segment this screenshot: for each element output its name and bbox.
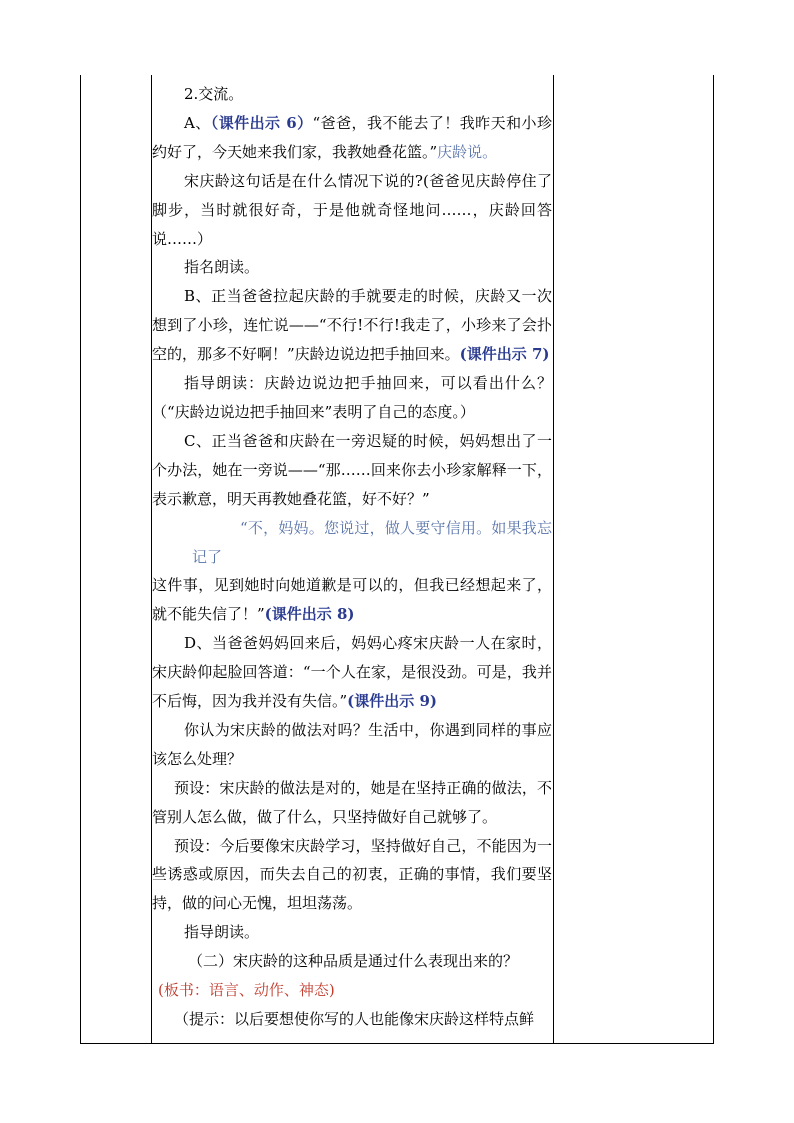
- paragraph-guided-reading: 指导朗读：庆龄边说边把手抽回来，可以看出什么？（“庆龄边说边把手抽回来”表明了自己的态度。）: [152, 374, 552, 421]
- speaker-a: 庆龄说。: [437, 142, 498, 161]
- courseware-tag-6: （课件出示 6）: [210, 113, 313, 132]
- text-reply: 这件事，见到她时向她道歉是可以的，但我已经想起来了，就不能失信了！”: [152, 576, 552, 624]
- paragraph-preset-2: 预设：今后要像宋庆龄学习，坚持做好自己，不能因为一些诱惑或原因，而失去自己的初衷，正确的事情，我们要坚持，做的问心无愧，坦坦荡荡。: [152, 836, 552, 913]
- paragraph-question: 你认为宋庆龄的做法对吗？生活中，你遇到同样的事应该怎么处理？: [152, 720, 552, 768]
- text-b: B、正当爸爸拉起庆龄的手就要走的时候，庆龄又一次想到了小珍，连忙说——“不行!不行!我走了，小珍来了会扑空的，那多不好啊！”庆龄边说边把手抽回来。: [152, 287, 552, 364]
- paragraph-b: [152, 282, 552, 369]
- paragraph-context-question: 宋庆龄这句话是在什么情况下说的?(爸爸见庆龄停住了脚步，当时就很好奇，于是他就奇怪地问……，庆龄回答说……）: [152, 171, 552, 248]
- paragraph-d: [152, 629, 552, 716]
- paragraph-a: [152, 109, 552, 167]
- table-border-col2: [553, 75, 554, 1044]
- table-border-left: [80, 75, 81, 1044]
- paragraph-guided-reading-2: 指导朗读。: [184, 923, 260, 942]
- blackboard-note: (板书：语言、动作、神态): [158, 981, 335, 1000]
- courseware-tag-9: (课件出示 9): [347, 692, 438, 711]
- paragraph-reply: [152, 514, 552, 630]
- paragraph-read-aloud: 指名朗读。: [184, 258, 260, 277]
- lesson-content-cell: [152, 80, 552, 1034]
- courseware-tag-7: (课件出示 7): [459, 345, 550, 364]
- paragraph-section-two: （二）宋庆龄的这种品质是通过什么表现出来的？: [188, 952, 519, 971]
- quote-a: “爸爸，我不能去了！我昨天和小珍约好了，今天她来我们家，我教她叠花篮。”: [152, 113, 552, 161]
- courseware-tag-8: (课件出示 8): [264, 605, 355, 624]
- paragraph-hint: （提示：以后要想使你写的人也能像宋庆龄这样特点鲜: [174, 1010, 535, 1028]
- text-d: D、当爸爸妈妈回来后，妈妈心疼宋庆龄一人在家时，宋庆龄仰起脸回答道：“一个人在家，是很没劲。可是，我并不后悔，因为我并没有失信。”: [152, 634, 552, 711]
- table-border-bottom: [80, 1043, 714, 1044]
- table-border-right: [713, 75, 714, 1044]
- paragraph-preset-1: 预设：宋庆龄的做法是对的，她是在坚持正确的做法，不管别人怎么做，做了什么，只坚持做好自己就够了。: [152, 778, 552, 826]
- item-a-label: A、: [184, 113, 211, 132]
- paragraph-c: C、正当爸爸和庆龄在一旁迟疑的时候，妈妈想出了一个办法，她在一旁说——“那……回来你去小珍家解释一下，表示歉意，明天再教她叠花篮，好不好？”: [152, 431, 552, 508]
- paragraph-exchange: 2.交流。: [184, 85, 244, 103]
- quote-reply: “不，妈妈。您说过，做人要守信用。如果我忘记了: [192, 518, 552, 566]
